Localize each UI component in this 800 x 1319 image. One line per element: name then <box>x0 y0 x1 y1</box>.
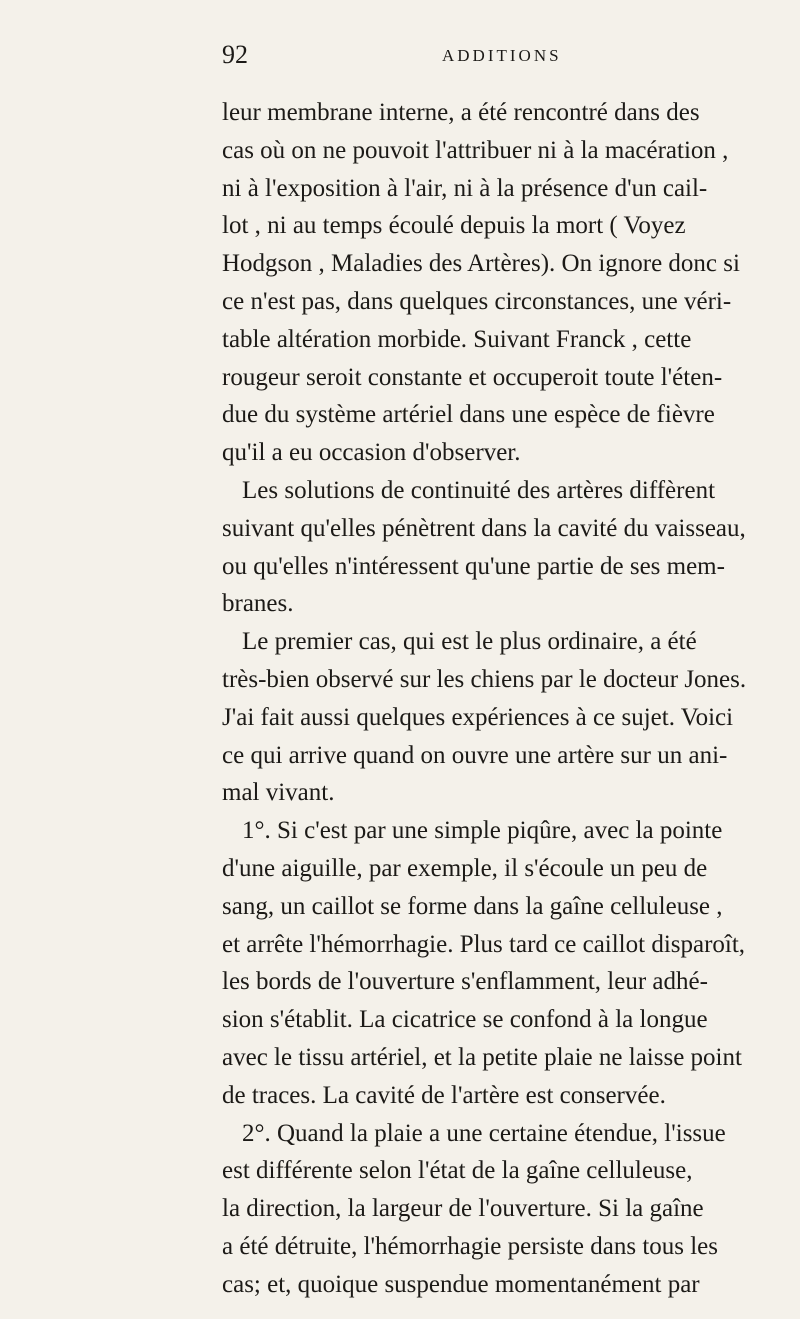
text-line: 2°. Quand la plaie a une certaine étendue, l'issue <box>242 1119 726 1147</box>
text-line: Le premier cas, qui est le plus ordinaire, a été <box>242 628 697 656</box>
text-line: Hodgson , Maladies des Artères). On ignore donc si <box>222 250 740 278</box>
text-line: suivant qu'elles pénètrent dans la cavité du vaisseau, <box>222 514 746 542</box>
text-line: Les solutions de continuité des artères diffèrent <box>242 476 716 504</box>
text-line: ni à l'exposition à l'air, ni à la présence d'un cail- <box>222 174 708 202</box>
text-line: a été détruite, l'hémorrhagie persiste dans tous les <box>222 1232 719 1260</box>
text-line: et arrête l'hémorrhagie. Plus tard ce caillot disparoît, <box>222 930 746 958</box>
text-line: due du système artériel dans une espèce de fièvre <box>222 401 715 429</box>
text-line: sion s'établit. La cicatrice se confond à la longue <box>222 1006 708 1034</box>
text-line: cas; et, quoique suspendue momentanément par <box>222 1270 700 1298</box>
body-text <box>222 94 747 1304</box>
text-line: rougeur seroit constante et occuperoit toute l'éten- <box>222 363 723 391</box>
text-line: 1°. Si c'est par une simple piqûre, avec la pointe <box>242 817 723 845</box>
text-line: très-bien observé sur les chiens par le docteur Jones. <box>222 665 747 693</box>
text-line: qu'il a eu occasion d'observer. <box>222 439 521 467</box>
text-line: ou qu'elles n'intéressent qu'une partie de ses mem- <box>222 552 725 580</box>
text-line: est différente selon l'état de la gaîne celluleuse, <box>222 1157 693 1185</box>
text-line: branes. <box>222 590 294 618</box>
running-head: ADDITIONS <box>442 46 562 65</box>
text-line: de traces. La cavité de l'artère est conservée. <box>222 1081 666 1109</box>
text-line: ce qui arrive quand on ouvre une artère sur un ani- <box>222 741 728 769</box>
page-number: 92 <box>222 40 248 69</box>
text-line: avec le tissu artériel, et la petite plaie ne laisse point <box>222 1043 742 1071</box>
page-header <box>0 40 800 80</box>
text-line: la direction, la largeur de l'ouverture. Si la gaîne <box>222 1195 704 1223</box>
text-line: les bords de l'ouverture s'enflamment, leur adhé- <box>222 968 708 996</box>
text-line: sang, un caillot se forme dans la gaîne celluleuse , <box>222 892 723 920</box>
text-line: d'une aiguille, par exemple, il s'écoule un peu de <box>222 854 708 882</box>
text-line: leur membrane interne, a été rencontré dans des <box>222 99 700 126</box>
text-line: mal vivant. <box>222 779 335 807</box>
text-line: lot , ni au temps écoulé depuis la mort ( Voyez <box>222 212 686 240</box>
text-line: cas où on ne pouvoit l'attribuer ni à la macération , <box>222 136 729 164</box>
text-line: J'ai fait aussi quelques expériences à ce sujet. Voici <box>222 703 734 731</box>
text-line: table altération morbide. Suivant Franck , cette <box>222 325 692 353</box>
text-line: ce n'est pas, dans quelques circonstances, une véri- <box>222 287 732 315</box>
